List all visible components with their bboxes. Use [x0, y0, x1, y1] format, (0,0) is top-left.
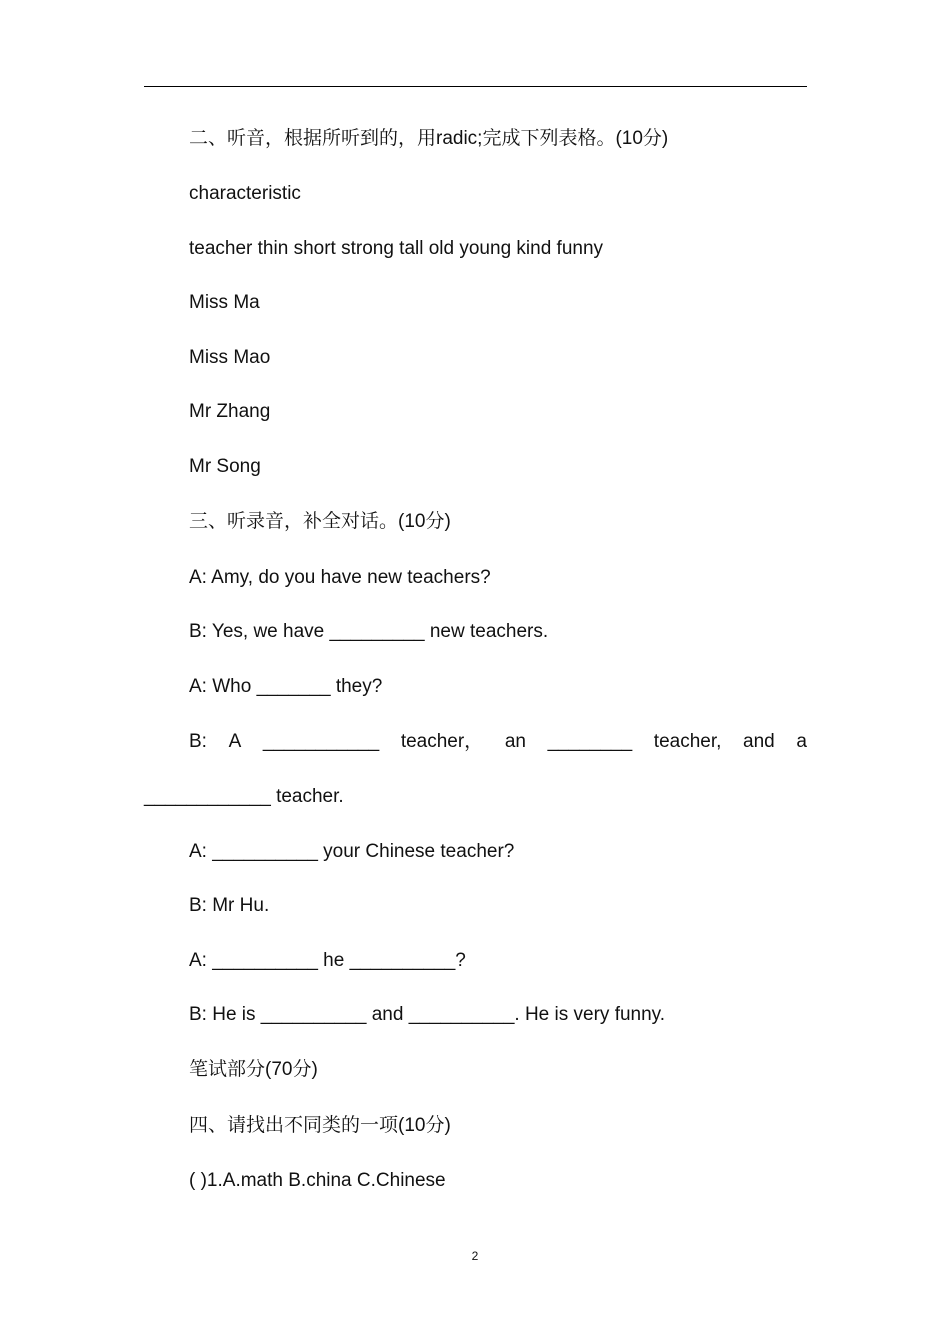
table-header-label: characteristic [189, 183, 301, 204]
dialogue-line: B: Mr Hu. [189, 895, 270, 916]
section2-heading: 二、听音，根据所听到的，用radic;完成下列表格。(10分) [189, 128, 669, 149]
dialogue-word: teacher, [653, 731, 722, 752]
section4-heading: 四、请找出不同类的一项(10分) [189, 1115, 451, 1136]
dialogue-blank: ________ [547, 731, 633, 752]
section3-heading: 三、听录音，补全对话。(10分) [189, 511, 451, 532]
dialogue-line: B: Yes, we have _________ new teachers. [189, 621, 549, 642]
dialogue-word: teacher， [400, 731, 484, 752]
dialogue-line: A: Amy, do you have new teachers? [189, 567, 491, 588]
dialogue-word: B: [189, 731, 207, 752]
dialogue-blank: ___________ [262, 731, 380, 752]
dialogue-line: B: He is __________ and __________. He is very funny. [189, 1004, 666, 1025]
table-row: Mr Song [189, 456, 261, 477]
dialogue-line: A: Who _______ they? [189, 676, 383, 697]
question-item: ( )1.A.math B.china C.Chinese [189, 1170, 446, 1191]
dialogue-line: A: __________ he __________? [189, 950, 466, 971]
written-part-heading: 笔试部分(70分) [189, 1059, 318, 1080]
page-number: 2 [471, 1249, 479, 1263]
dialogue-line: A: __________ your Chinese teacher? [189, 841, 515, 862]
dialogue-word: A [228, 731, 242, 752]
dialogue-word: and [743, 731, 775, 752]
table-columns: teacher thin short strong tall old young kind funny [189, 238, 604, 259]
dialogue-line-justified [189, 730, 807, 754]
dialogue-word: a [796, 731, 807, 752]
header-rule [144, 86, 807, 87]
dialogue-line-continued: ____________ teacher. [144, 786, 344, 807]
dialogue-word: an [504, 731, 526, 752]
table-row: Miss Mao [189, 347, 271, 368]
table-row: Mr Zhang [189, 401, 271, 422]
table-row: Miss Ma [189, 292, 260, 313]
